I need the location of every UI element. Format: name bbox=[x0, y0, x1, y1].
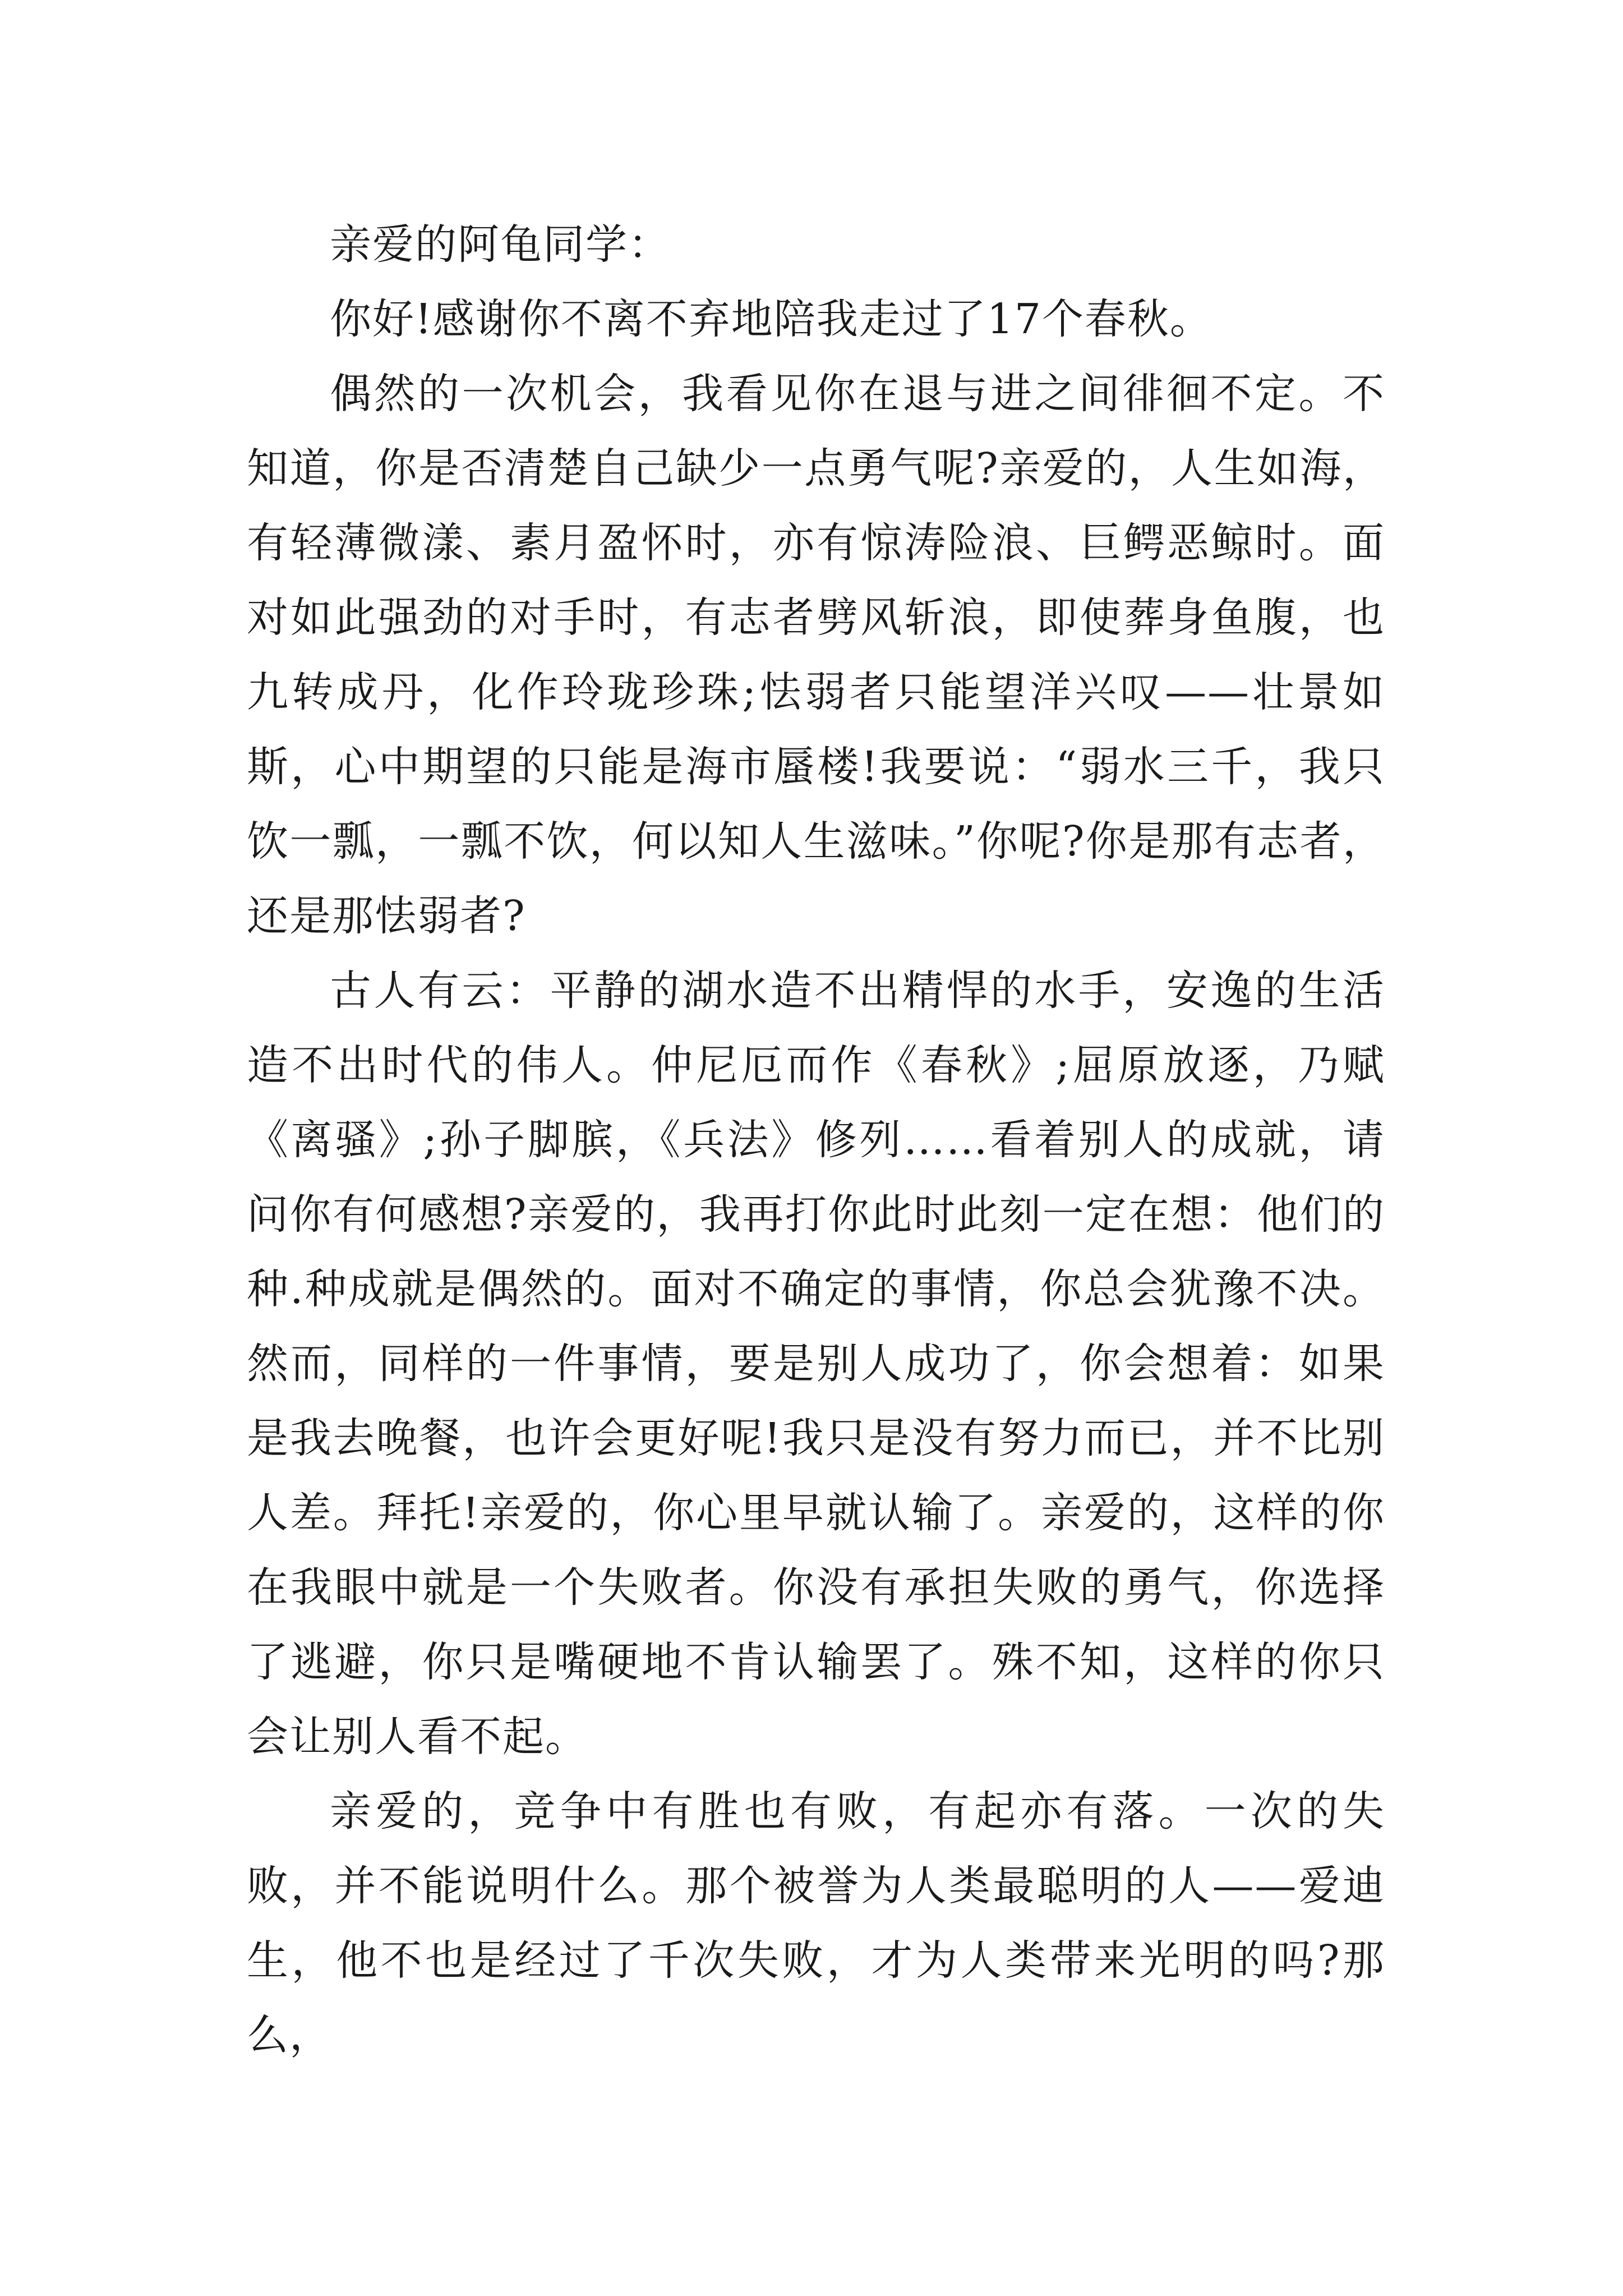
paragraph-3: 亲爱的，竞争中有胜也有败，有起亦有落。一次的失败，并不能说明什么。那个被誉为人类最聪明的人——爱迪生，他不也是经过了千次失败，才为人类带来光明的吗?那么， bbox=[247, 1787, 1385, 2059]
paragraph-1: 偶然的一次机会，我看见你在退与进之间徘徊不定。不知道，你是否清楚自己缺少一点勇气呢?亲爱的，人生如海，有轻薄微漾、素月盈怀时，亦有惊涛险浪、巨鳄恶鲸时。面对如此强劲的对手时，有志者劈风斩浪，即使葬身鱼腹，也九转成丹，化作玲珑珍珠;怯弱者只能望洋兴叹——壮景如斯，心中期望的只能是海市蜃楼!我要说：“弱水三千，我只饮一瓢，一瓢不饮，何以知人生滋味。”你呢?你是那有志者，还是那怯弱者? bbox=[247, 370, 1385, 940]
letter-body bbox=[247, 208, 1385, 2073]
paragraph-2: 古人有云：平静的湖水造不出精悍的水手，安逸的生活造不出时代的伟人。仲尼厄而作《春秋》;屈原放逐，乃赋《离骚》;孙子脚膑，《兵法》修列……看着别人的成就，请问你有何感想?亲爱的，我再打你此时此刻一定在想：他们的种.种成就是偶然的。面对不确定的事情，你总会犹豫不决。然而，同样的一件事情，要是别人成功了，你会想着：如果是我去晚餐，也许会更好呢!我只是没有努力而已，并不比别人差。拜托!亲爱的，你心里早就认输了。亲爱的，这样的你在我眼中就是一个失败者。你没有承担失败的勇气，你选择了逃避，你只是嘴硬地不肯认输罢了。殊不知，这样的你只会让别人看不起。 bbox=[247, 967, 1385, 1761]
salutation: 亲爱的阿龟同学： bbox=[330, 220, 671, 269]
greeting: 你好!感谢你不离不弃地陪我走过了17个春秋。 bbox=[330, 295, 1212, 343]
